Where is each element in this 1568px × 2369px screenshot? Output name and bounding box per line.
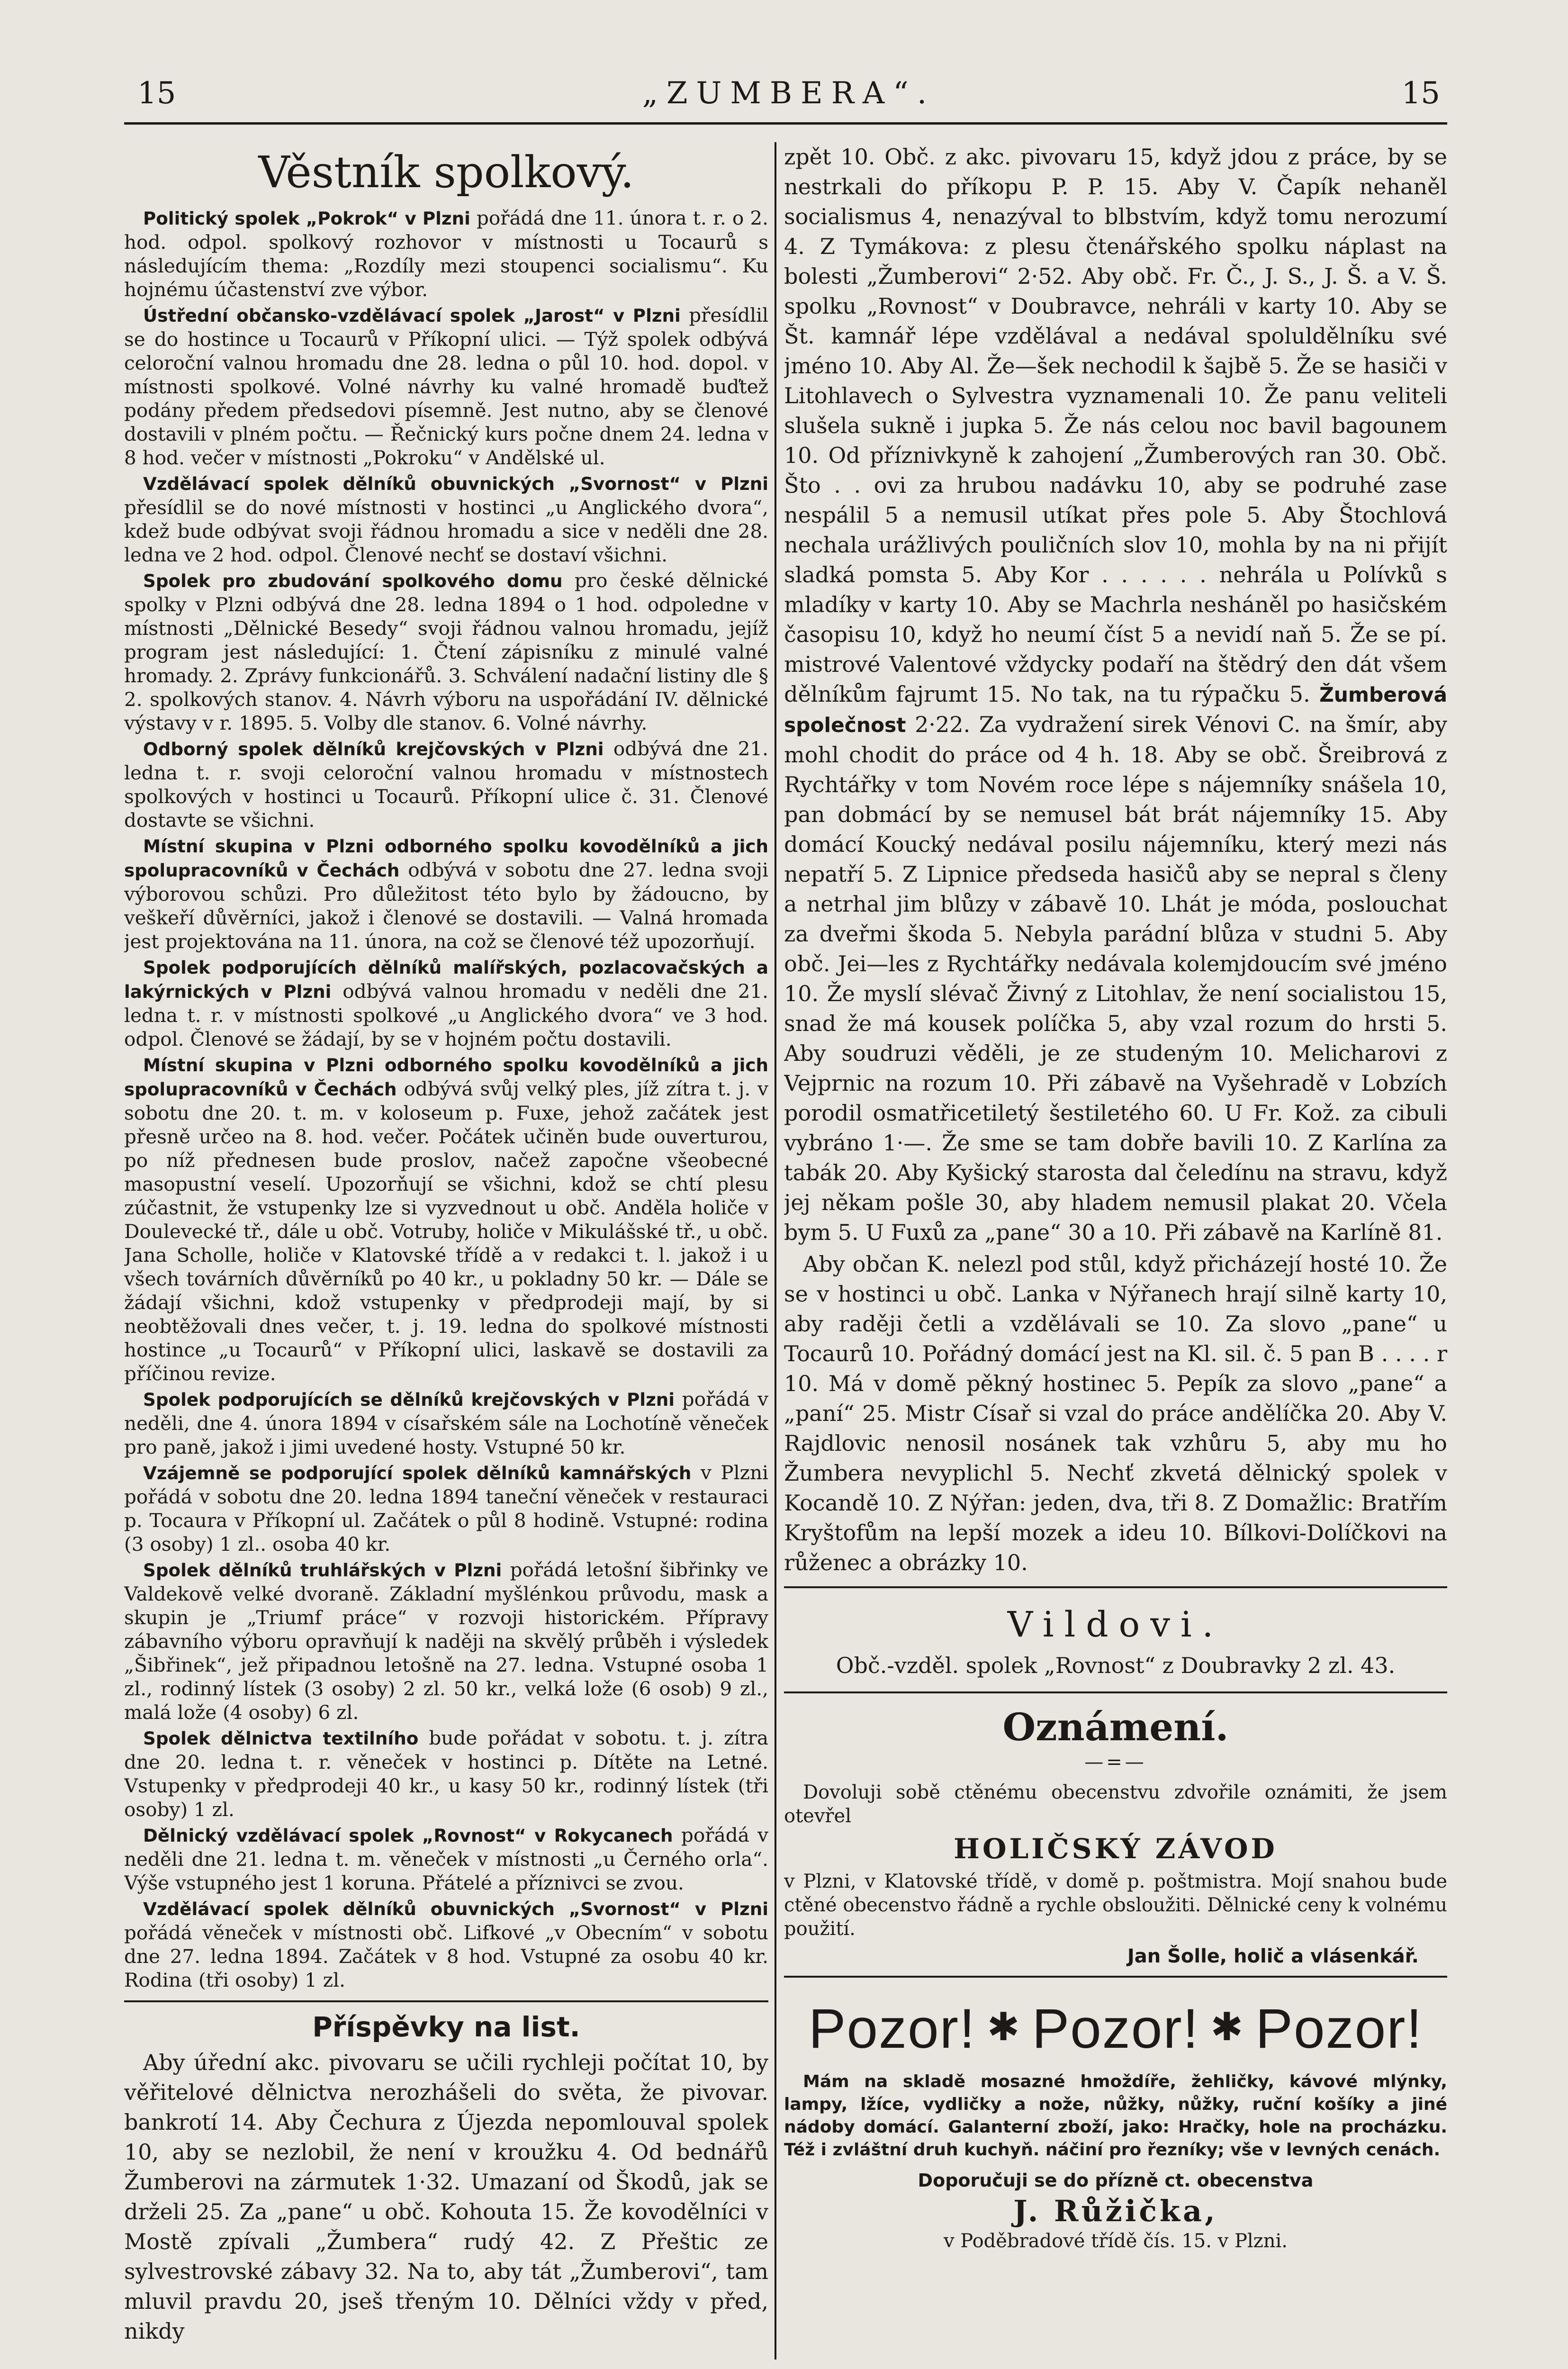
page-number-left: 15: [137, 76, 176, 111]
announcement-text-2: v Plzni, v Klatovské třídě, v domě p. poštmistra. Mojí snahou bude ctěné obecenstvo řádně a rychle obsloužiti. Dělnické ceny k volnému použití.: [784, 1871, 1447, 1940]
club-notice: Vzájemně se podporující spolek dělníků kamnářských v Plzni pořádá v sobotu dne 20. ledna 1894 taneční věneček v restauraci p. Tocaura v Příkopní ul. Začátek o půl 8 hodině. Vstupné: rodina (3 osoby) 1 zl.. osoba 40 kr.: [124, 1461, 768, 1555]
club-notice: Spolek pro zbudování spolkového domu pro české dělnické spolky v Plzni odbývá dne 28. ledna 1894 o 1 hod. odpoledne v místnosti „Dělnické Besedy“ svoji řádnou valnou hromadu, jejíž program jest následující: 1. Čtení zápisníku z minulé valné hromady. 2. Zprávy funkcionářů. 3. Schválení nadační listiny dle § 2. spolkových stanov. 4. Návrh výboru na uspořádání IV. dělnické výstavy v r. 1895. 5. Volby dle stanov. 6. Volné návrhy.: [124, 569, 768, 734]
vildovi-donation: Obč.-vzděl. spolek „Rovnost“ z Doubravky 2 zl. 43.: [836, 1653, 1396, 1678]
club-notice: Politický spolek „Pokrok“ v Plzni pořádá dne 11. února t. r. o 2. hod. odpol. spolkový rozhovor v místnosti u Tocaurů s následujícím thema: „Rozdíly mezi stoupenci socialismu“. Ku hojnému účastenství zve výbor.: [124, 207, 768, 301]
section-rule: [784, 1691, 1447, 1693]
club-notice: Ústřední občansko-vzdělávací spolek „Jarost“ v Plzni přesídlil se do hostince u Tocaurů v Příkopní ulici. — Týž spolek odbývá celoroční valnou hromadu dne 28. ledna o půl 10. hod. dopol. v místnosti spolkové. Volné návrhy ku valné hromadě buďtež podány předem předsedovi písemně. Jest nutno, aby se členové dostavili v plném počtu. — Řečnický kurs počne dnem 24. ledna v 8 hod. večer v místnosti „Pokroku“ v Andělské ul.: [124, 304, 768, 469]
club-notice: Spolek podporujících dělníků malířských, pozlacovačských a lakýrnických v Plzni odbývá valnou hromadu v neděli dne 21. ledna t. r. v místnosti spolkové „u Anglického dvora“ ve 3 hod. odpol. Členové se žádají, by se v hojném počtu dostavili.: [124, 957, 768, 1050]
section-rule: [784, 1976, 1447, 1978]
pozor-banner: Pozor! ✱ Pozor! ✱ Pozor!: [808, 1998, 1423, 2060]
page-header: [128, 71, 1450, 118]
section-rule: [784, 1586, 1447, 1588]
ornament-divider: —=—: [1084, 1751, 1147, 1773]
club-notice: Místní skupina v Plzni odborného spolku kovodělníků a jich spolupracovníků v Čechách odbývá svůj velký ples, jíž zítra t. j. v sobotu dne 20. t. m. v koloseum p. Fuxe, jehož začátek jest přesně určeo na 8. hod. večer. Počátek učiněn bude ouverturou, po níž přednesen bude proslov, načež započne všeobecné masopustní veselí. Upozorňují se všichni, kdož se chtí plesu zúčastnit, že vstupenky lze si vyzvednout u obč. Anděla holiče v Doulevecké tř., dále u obč. Votruby, holiče v Mikulášské tř., u obč. Jana Scholle, holiče v Klatovské třídě a v redakci t. l. jakož i u všech továrních důvěrníků po 40 kr., u pokladny 50 kr. — Dále se žádají všichni, kdož vstupenky v předprodeji mají, by si neobtěžovali dnes večer, t. j. 19. ledna do spolkové místnosti hostince „u Tocaurů“ v Příkopní ulici, laskavě se dostavili za příčinou revize.: [124, 1055, 768, 1385]
club-notice: Spolek podporujících se dělníků krejčovských v Plzni pořádá v neděli, dne 4. února 1894 v císařském sále na Lochotíně věneček pro paně, jakož i jimi uvedené hosty. Vstupné 50 kr.: [124, 1388, 768, 1458]
section-title-vestnik: Věstník spolkový.: [258, 147, 634, 198]
advertiser-address: v Poděbradové třídě čís. 15. v Plzni.: [943, 2230, 1288, 2252]
star-ornament-icon: ✱: [1210, 2006, 1244, 2049]
contributions-continued-2: Aby občan K. nelezl pod stůl, když přicházejí hosté 10. Že se v hostinci u obč. Lanka v Nýřanech hrají silně karty 10, aby raději četli a vzdělávali se 10. Za slovo „pane“ u Tocaurů 10. Pořádný domácí jest na Kl. sil. č. 5 pan B . . . . r 10. Má v domě pěkný hostinec 5. Pepík za slovo „pane“ a „paní“ 25. Mistr Císař si vzal do práce andělíčka 20. Aby V. Rajdlovic nenosil nosánek tak vzhůru 5, aby mu ho Žumbera nevyplichl 5. Nechť zkvetá dělnický spolek v Kocandě 10. Z Nýřan: jeden, dva, tři 8. Z Domažlic: Bratřím Kryštofům na lepší mozek a ideu 10. Bílkovi-Dolíčkovi na růženec a obrázky 10.: [784, 1251, 1447, 1575]
advertisement-text: Mám na skladě mosazné hmoždíře, žehličky, kávové mlýnky, lampy, lžíce, vydličky a nože, nůžky, nůžky, ruční košíky a jiné nádoby domácí. Galanterní zboží, jako: Hračky, hole na procházku. Též i zvláštní druh kuchyň. náčiní pro řezníky; vše v levných cenách.: [784, 2072, 1447, 2160]
club-notice: Vzdělávací spolek dělníků obuvnických „Svornost“ v Plzni pořádá věneček v místnosti obč. Lifkové „v Obecním“ v sobotu dne 27. ledna 1894. Začátek v 8 hod. Vstupné za osobu 40 kr. Rodina (tři osoby) 1 zl.: [124, 1899, 768, 1991]
section-rule: [124, 2000, 768, 2002]
contributions-continued: zpět 10. Obč. z akc. pivovaru 15, když jdou z práce, by se nestrkali do příkopu P. P. 15. Aby V. Čapík nehaněl socialismus 4, nenazýval to blbstvím, když tomu nerozumí 4. Z Tymákova: z plesu čtenářského spolku náplast na bolesti „Žumberovi“ 2·52. Aby obč. Fr. Č., J. S., J. Š. a V. Š. spolku „Rovnost“ v Doubravce, nehráli v karty 10. Aby se Št. kamnář lépe vzdělával a nedával spoluldělníku své jméno 10. Aby Al. Že—šek nechodil k šajbě 5. Že se hasiči v Litohlavech o Sylvestra vyznamenali 10. Že panu veliteli slušela sukně i jupka 5. Že nás celou noc bavil bagounem 10. Od příznivkyně k zahojení „Žumberových ran 30. Obč. Što . . ovi za hrubou nadávku 10, aby se podruhé zase nespálil 5 a nemusil utíkat přes pole 5. Aby Štochlová nechala urážlivých pouličních slov 10, mohla by na ni přijít sladká pomsta 5. Aby Kor . . . . . . nehrála u Polívků s mladíky v karty 10. Aby se Machrla nesháněl po hasičském časopisu 10, když ho neumí číst 5 a nevidí naň 5. Že se pí. mistrové Valentové vždycky podaří na štědrý den dát všem dělníkům fajrumt 15. No tak, na tu rýpačku 5. Žumberová společnost 2·22. Za vydražení sirek Vénovi C. na šmír, aby mohl chodit do práce od 4 h. 18. Aby se obč. Šreibrová z Rychtářky v tom Novém roce lépe s nájemníky snášela 10, pan dobmácí by se nemusel bát brát nájemníky 15. Aby domácí Koucký nedával posilu nájemníku, který mezi nás nepatří 5. Z Lipnice předseda hasičů aby se nepral s členy a netrhal jim blůzy v zábavě 10. Lhát je móda, poslouchat za dveřmi škoda 5. Nebyla parádní blůza v studni 5. Aby obč. Jei—les z Rychtářky nedávala kolemjdoucím své jméno 10. Že myslí slévač Živný z Litohlav, že není socialistou 15, snad že má kousek políčka 5, aby vzal rozum do hrsti 5. Aby soudruzi věděli, je ze studeným 10. Melicharovi z Vejprnic na rozum 10. Při zábavě na Vyšehradě v Lobzích porodil osmatřicetiletý šestiletého 60. U Fr. Kož. za cibuli vybráno 1·—. Že sme se tam dobře bavili 10. Z Karlína za tabák 20. Aby Kyšický starosta dal čeledínu na stravu, když jej někam pošle 30, aby hladem nemusil plakat 20. Včela bym 5. U Fuxů za „pane“ 30 a 10. Při zábavě na Karlíně 81.: [784, 144, 1447, 1245]
contributions-text: Aby úřední akc. pivovaru se učili rychleji počítat 10, by věřitelové dělnictva nerozhášeli do světa, že pivovar. bankrotí 14. Aby Čechura z Újezda nepomlouval spolek 10, aby se nezlobil, že není v kroužku 4. Od bednářů Žumberovi na zármutek 1·32. Umazaní od Škodů, jak se drželi 25. Za „pane“ u obč. Kohouta 15. Že kovodělníci v Mostě zpívali „Žumbera“ rudý 42. Z Přeštic ze sylvestrovské zábavy 32. Na to, aby tát „Žumberovi“, tam mluvil pravdu 20, jseš třeným 10. Dělníci vždy v před, nikdy: [124, 2050, 768, 2344]
advertisement-recommend: Doporučuji se do přízně ct. obecenstva: [918, 2170, 1314, 2191]
zumberova-label: Žumberová společnost: [784, 683, 1447, 737]
right-column: [784, 142, 1447, 2364]
announcement-signature: Jan Šolle, holič a vlásenkář.: [1127, 1945, 1419, 1967]
left-column: [124, 142, 768, 2364]
announcement-text: Dovoluji sobě ctěnému obecenstvu zdvořile oznámiti, že jsem otevřel: [784, 1781, 1447, 1827]
advertiser-name: J. Růžička,: [1013, 2194, 1218, 2228]
section-title-prispevky: Příspěvky na list.: [312, 2011, 580, 2043]
page-number-right: 15: [1401, 76, 1440, 111]
club-notice: Vzdělávací spolek dělníků obuvnických „Svornost“ v Plzni přesídlil se do nové místnosti v hostinci „u Anglického dvora“, kdež bude odbývat svoji řádnou hromadu a sice v neděli dne 28. ledna ve 2 hod. odpol. Členové nechť se dostaví všichni.: [124, 473, 768, 566]
club-notice: Spolek dělnictva textilního bude pořádat v sobotu. t. j. zítra dne 20. ledna t. r. věneček v hostinci p. Dítěte na Letné. Vstupenky v předprodeji 40 kr., u kasy 50 kr., rodinný lístek (tři osoby) 1 zl.: [124, 1727, 768, 1821]
section-title-vildovi: Vildovi.: [1007, 1604, 1224, 1645]
club-notice: Místní skupina v Plzni odborného spolku kovodělníků a jich spolupracovníků v Čechách odbývá v sobotu dne 27. ledna svoji výborovou schůzi. Pro důležitost této bylo by žádoucno, by veškeří důvěrníci, jakož i členové se dostavili. — Valná hromada jest projektována na 11. února, na což se členové též upozorňují.: [124, 836, 768, 953]
star-ornament-icon: ✱: [987, 2006, 1021, 2049]
announcement-title: Oznámení.: [1002, 1705, 1229, 1749]
club-notice: Odborný spolek dělníků krejčovských v Plzni odbývá dne 21. ledna t. r. svoji celoroční valnou hromadu v místnostech spolkových v hostinci u Tocaurů. Příkopní ulice č. 31. Členové dostavte se všichni.: [124, 737, 768, 832]
barber-shop-name: HOLIČSKÝ ZÁVOD: [954, 1833, 1278, 1865]
header-rule: [124, 122, 1447, 125]
club-notice: Dělnický vzdělávací spolek „Rovnost“ v Rokycanech pořádá v neděli dne 21. ledna t. m. věneček v místnosti „u Černého orla“. Výše vstupného jest 1 koruna. Přátelé a příznivci se zvou.: [124, 1824, 768, 1894]
club-notice: Spolek dělníků truhlářských v Plzni pořádá letošní šibřinky ve Valdekově velké dvoraně. Základní myšlénkou průvodu, mask a skupin je „Triumf práce“ v rozvoji historickém. Přípravy zábavního výboru opravňují k naději na skvělý průběh i výsledek „Šibřinek“, jež připadnou letošně na 27. ledna. Vstupné osoba 1 zl., rodinný lístek (3 osoby) 2 zl. 50 kr., velká lože (6 osob) 9 zl., malá lože (4 osoby) 6 zl.: [124, 1558, 768, 1724]
masthead-title: „ZUMBERA“.: [642, 76, 936, 111]
column-divider: [775, 142, 776, 2360]
